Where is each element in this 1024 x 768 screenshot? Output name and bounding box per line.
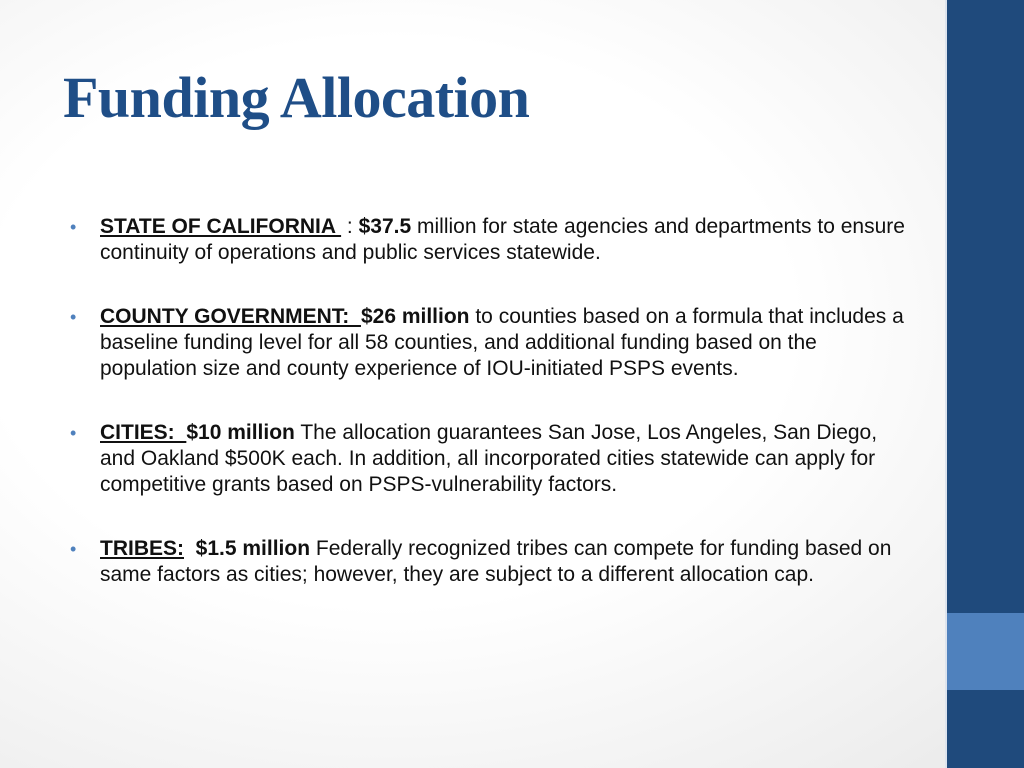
bullet-dot-icon: •	[70, 423, 77, 443]
bullet-label: TRIBES:	[100, 537, 184, 560]
bullet-amount: $37.5	[358, 215, 412, 238]
bullet-text: million for state agencies and departments to ensure continuity of operations and public services statewide.	[100, 215, 905, 264]
bullet-amount: $1.5 million	[195, 537, 311, 560]
bullet-tribes	[70, 536, 910, 588]
bullet-separator: :	[341, 215, 359, 238]
bullet-state-of-california	[70, 214, 910, 266]
bullet-county-government	[70, 304, 910, 382]
side-accent-block	[947, 613, 1024, 690]
bullet-text: The allocation guarantees San Jose, Los Angeles, San Diego, and Oakland $500K each. In addition, all incorporated cities statewide can apply for competitive grants based on PSPS-vulnerability factors.	[100, 421, 878, 496]
bullet-separator	[184, 537, 196, 560]
bullet-label: STATE OF CALIFORNIA	[100, 215, 342, 238]
bullet-dot-icon: •	[70, 307, 77, 327]
slide-title: Funding Allocation	[63, 65, 530, 130]
bullet-dot-icon: •	[70, 539, 77, 559]
bullet-amount: $26 million	[360, 305, 470, 328]
bullet-cities	[70, 420, 910, 498]
bullet-list	[70, 214, 910, 626]
bullet-text: to counties based on a formula that includes a baseline funding level for all 58 counties, and additional funding based on the population size and county experience of IOU-initiated PSPS events.	[100, 305, 904, 380]
bullet-label: CITIES:	[100, 421, 187, 444]
bullet-amount: $10 million	[186, 421, 295, 444]
bullet-text: Federally recognized tribes can compete for funding based on same factors as cities; however, they are subject to a different allocation cap.	[100, 537, 892, 586]
bullet-label: COUNTY GOVERNMENT:	[100, 305, 361, 328]
bullet-dot-icon: •	[70, 217, 77, 237]
